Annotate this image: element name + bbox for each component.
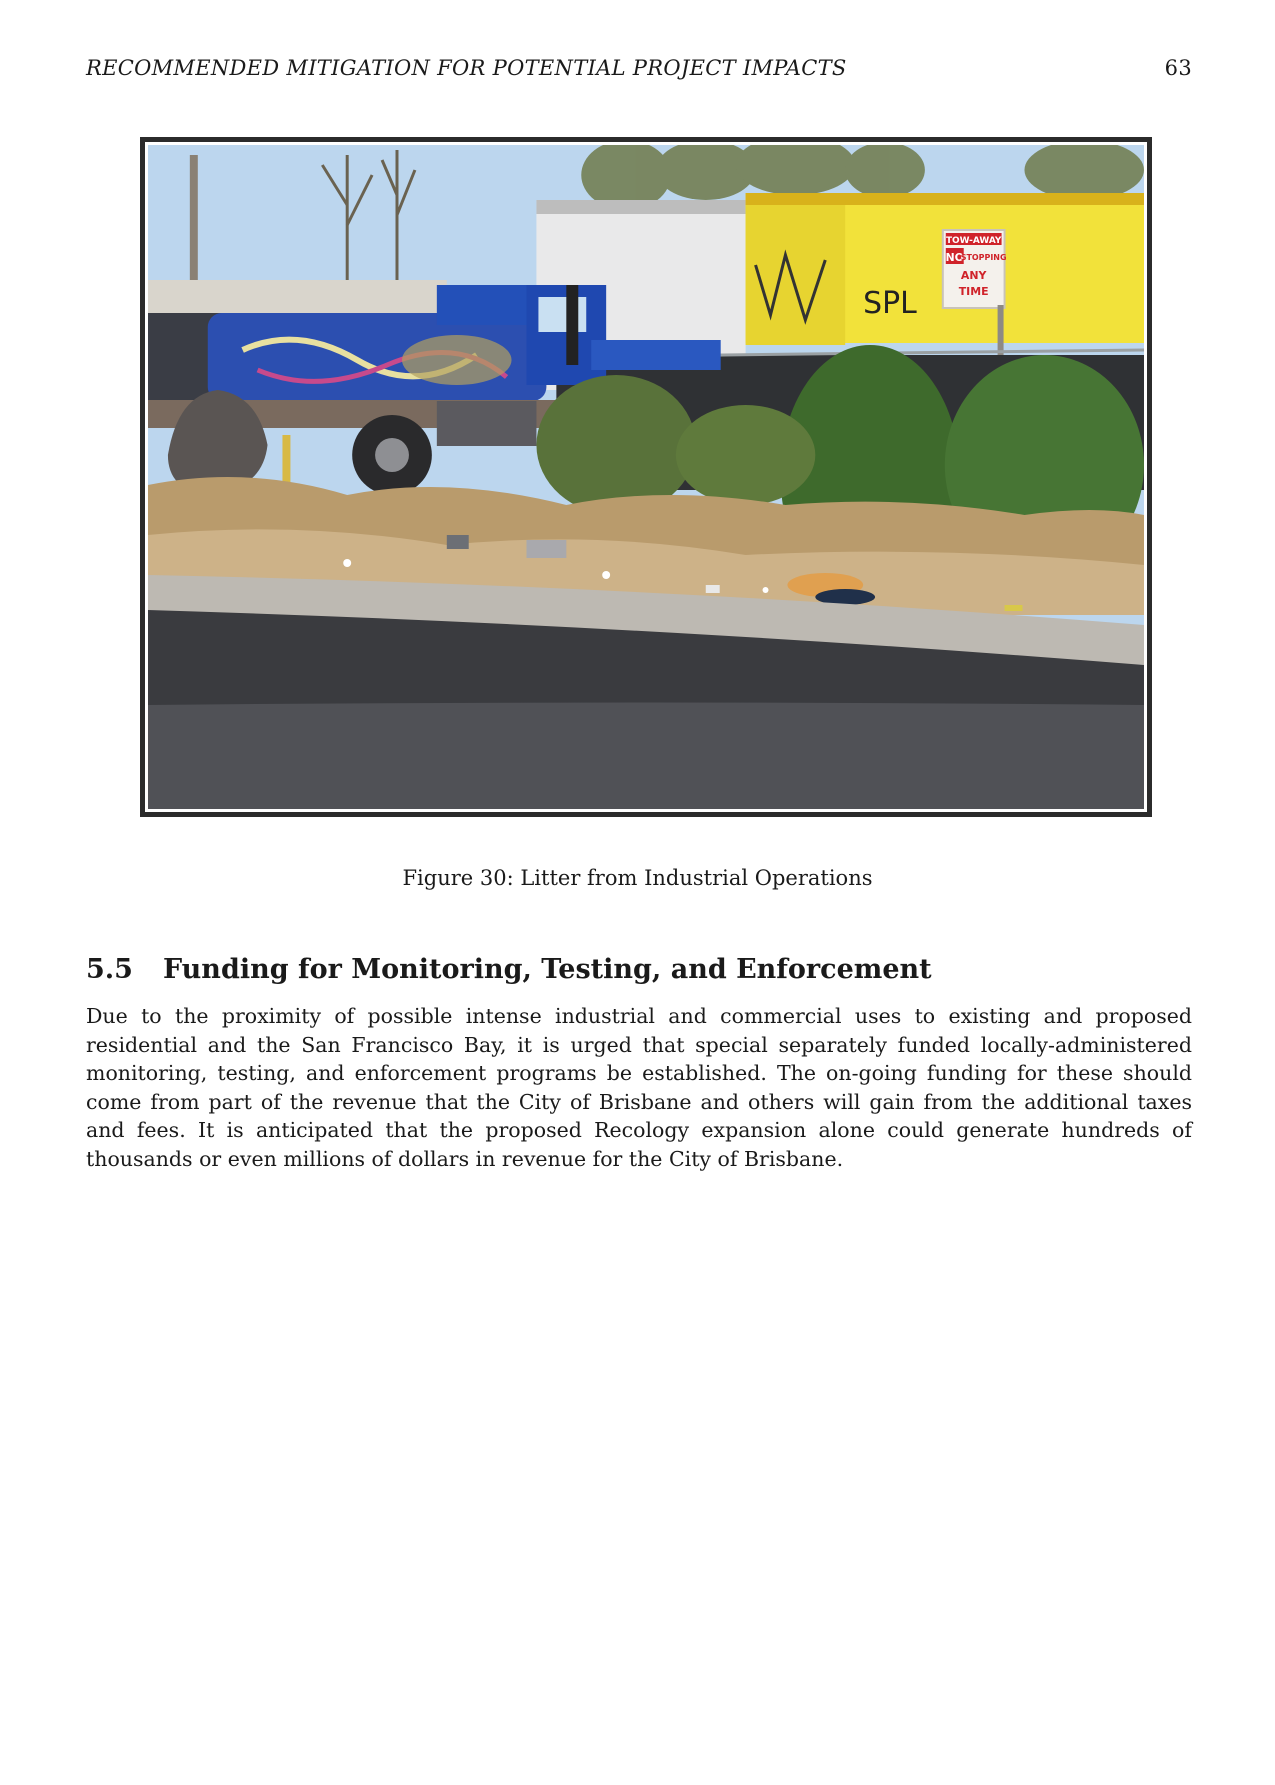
sign-stopping: STOPPING (960, 252, 1007, 263)
figure-30 (140, 137, 1152, 817)
photo-illustration (148, 145, 1144, 809)
section-title: Funding for Monitoring, Testing, and Enforcement (162, 954, 932, 985)
sign-any: ANY (960, 268, 987, 283)
section-paragraph: Due to the proximity of possible intense industrial and commercial uses to existing and proposed residential and the San Francisco Bay, it is urged that special separately funded locally-administered monitoring, testing, and enforcement programs be established. The on-going funding for these should come from part of the revenue that the City of Brisbane and others will gain from the additional taxes and fees. It is anticipated that the proposed Recology expansion alone could generate hundreds of thousands or even millions of dollars in revenue for the City of Brisbane. (86, 1004, 1192, 1171)
graffiti-tag: SPL (863, 285, 917, 322)
sign-tow-away: TOW-AWAY (945, 235, 1002, 247)
running-header (86, 56, 1192, 80)
figure-photo (148, 145, 1144, 809)
section-heading (86, 954, 932, 985)
page-number: 63 (1164, 56, 1192, 80)
section-number: 5.5 (86, 954, 133, 985)
utility-pole (190, 155, 198, 285)
no-stopping-sign (943, 230, 1007, 308)
figure-caption: Figure 30: Litter from Industrial Operations (402, 866, 873, 890)
running-title: RECOMMENDED MITIGATION FOR POTENTIAL PROJECT IMPACTS (86, 56, 847, 80)
sign-no: NO (945, 250, 964, 265)
sign-time: TIME (958, 284, 989, 299)
